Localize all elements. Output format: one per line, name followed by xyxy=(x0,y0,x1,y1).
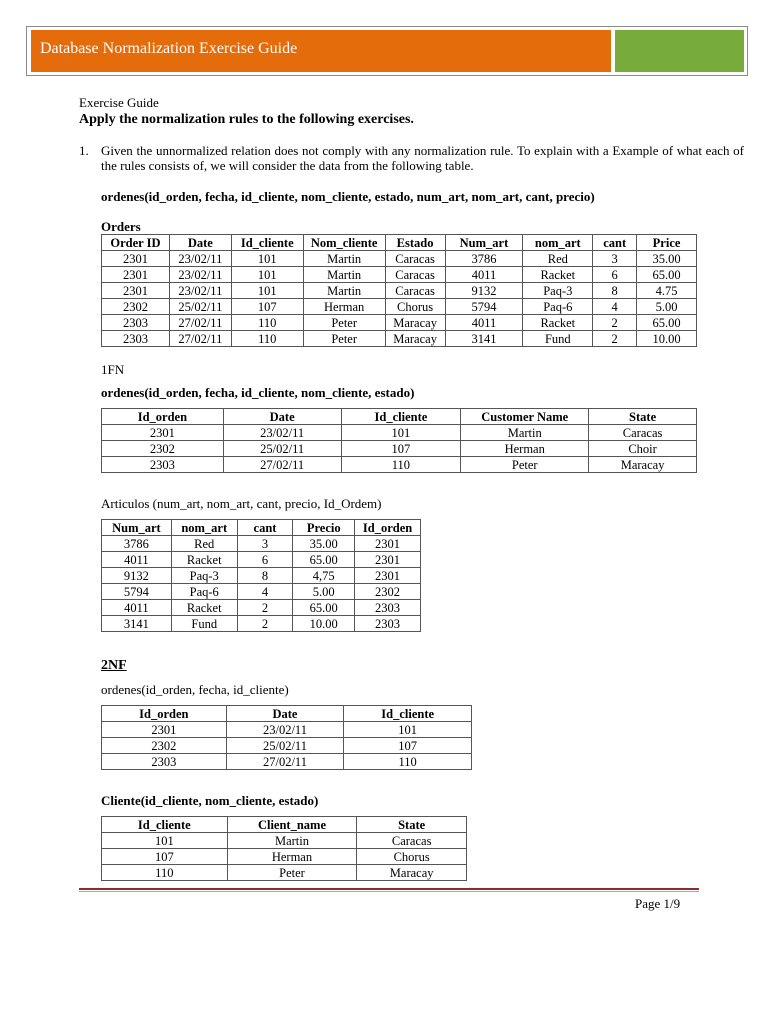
table-cell: 107 xyxy=(231,299,303,315)
table-cell: 9132 xyxy=(445,283,523,299)
cliente-table xyxy=(101,816,467,881)
table-row xyxy=(102,536,421,552)
table-row xyxy=(102,722,472,738)
column-header: Estado xyxy=(385,235,445,251)
table-cell: Red xyxy=(523,251,593,267)
table-cell: Peter xyxy=(303,331,385,347)
table-cell: 2303 xyxy=(102,315,170,331)
table-cell: 8 xyxy=(237,568,293,584)
table-cell: 23/02/11 xyxy=(169,267,231,283)
column-header: cant xyxy=(237,520,293,536)
table-cell: 110 xyxy=(341,457,461,473)
table-cell: 65.00 xyxy=(637,315,697,331)
table-cell: Chorus xyxy=(357,849,467,865)
table-cell: 2303 xyxy=(355,616,421,632)
table-cell: 5.00 xyxy=(293,584,355,600)
table-cell: 9132 xyxy=(102,568,172,584)
page-number: Page 1/9 xyxy=(635,896,681,911)
schema-unnormalized: ordenes(id_orden, fecha, id_cliente, nom_cliente, estado, num_art, nom_art, cant, precio) xyxy=(101,189,595,204)
table-cell: 2302 xyxy=(102,441,224,457)
table-row xyxy=(102,457,697,473)
header-bar xyxy=(31,30,611,72)
table-cell: Caracas xyxy=(589,425,697,441)
table-cell: 2301 xyxy=(102,267,170,283)
document-title: Database Normalization Exercise Guide xyxy=(40,40,298,57)
table-cell: Red xyxy=(171,536,237,552)
table-cell: Racket xyxy=(523,267,593,283)
table-row xyxy=(102,552,421,568)
table-cell: 2303 xyxy=(102,457,224,473)
table-row xyxy=(102,425,697,441)
table-cell: 110 xyxy=(102,865,228,881)
table-cell: 23/02/11 xyxy=(226,722,344,738)
table-cell: Caracas xyxy=(385,251,445,267)
table-cell: 6 xyxy=(593,267,637,283)
column-header: nom_art xyxy=(171,520,237,536)
table-cell: 5.00 xyxy=(637,299,697,315)
table-cell: 2301 xyxy=(355,552,421,568)
table-cell: 23/02/11 xyxy=(223,425,341,441)
table-row xyxy=(102,568,421,584)
table-cell: 2301 xyxy=(102,283,170,299)
item-number: 1. xyxy=(79,143,89,158)
table-cell: 10.00 xyxy=(293,616,355,632)
table-cell: 5794 xyxy=(445,299,523,315)
table-cell: 2302 xyxy=(355,584,421,600)
column-header: Nom_cliente xyxy=(303,235,385,251)
table-cell: 10.00 xyxy=(637,331,697,347)
table-cell: 3141 xyxy=(102,616,172,632)
table-cell: 2303 xyxy=(102,331,170,347)
table-cell: 25/02/11 xyxy=(169,299,231,315)
table-cell: 3 xyxy=(593,251,637,267)
table-cell: 2 xyxy=(593,331,637,347)
column-header: Client_name xyxy=(227,817,357,833)
exercise-guide-label: Exercise Guide xyxy=(79,95,159,110)
table-cell: Peter xyxy=(227,865,357,881)
table-row xyxy=(102,738,472,754)
orders-table xyxy=(101,234,697,347)
table-cell: Maracay xyxy=(357,865,467,881)
table-cell: 2303 xyxy=(355,600,421,616)
table-cell: 27/02/11 xyxy=(223,457,341,473)
table-cell: Maracay xyxy=(589,457,697,473)
fn1-orders-table xyxy=(101,408,697,473)
table-cell: Martin xyxy=(303,267,385,283)
table-cell: Chorus xyxy=(385,299,445,315)
table-cell: Caracas xyxy=(357,833,467,849)
table-cell: 4 xyxy=(593,299,637,315)
table-cell: 25/02/11 xyxy=(223,441,341,457)
table-cell: 3141 xyxy=(445,331,523,347)
table-cell: Maracay xyxy=(385,331,445,347)
schema-2nf: ordenes(id_orden, fecha, id_cliente) xyxy=(101,682,289,697)
table-cell: 65.00 xyxy=(293,600,355,616)
table-cell: Martin xyxy=(303,251,385,267)
table-cell: 23/02/11 xyxy=(169,283,231,299)
column-header: Id_cliente xyxy=(231,235,303,251)
table-cell: Paq-6 xyxy=(523,299,593,315)
column-header: Num_art xyxy=(445,235,523,251)
fn1-label: 1FN xyxy=(101,362,125,377)
table-cell: 4 xyxy=(237,584,293,600)
articulos-table xyxy=(101,519,421,632)
table-cell: 107 xyxy=(102,849,228,865)
table-cell: 35.00 xyxy=(637,251,697,267)
table-cell: 101 xyxy=(341,425,461,441)
table-cell: 27/02/11 xyxy=(169,315,231,331)
table-cell: 35.00 xyxy=(293,536,355,552)
orders-title: Orders xyxy=(101,219,141,234)
table-cell: Martin xyxy=(303,283,385,299)
table-row xyxy=(102,299,697,315)
table-cell: 65.00 xyxy=(293,552,355,568)
table-cell: Paq-3 xyxy=(171,568,237,584)
column-header: cant xyxy=(593,235,637,251)
table-header-row xyxy=(102,520,421,536)
column-header: Customer Name xyxy=(461,409,589,425)
table-cell: 2302 xyxy=(102,299,170,315)
table-cell: Paq-3 xyxy=(523,283,593,299)
column-header: State xyxy=(357,817,467,833)
column-header: Date xyxy=(223,409,341,425)
column-header: Id_orden xyxy=(102,409,224,425)
table-header-row xyxy=(102,235,697,251)
column-header: nom_art xyxy=(523,235,593,251)
column-header: Order ID xyxy=(102,235,170,251)
column-header: Id_orden xyxy=(355,520,421,536)
table-cell: 2301 xyxy=(102,425,224,441)
table-cell: 4011 xyxy=(102,552,172,568)
table-cell: Maracay xyxy=(385,315,445,331)
table-row xyxy=(102,865,467,881)
fn2-orders-table xyxy=(101,705,472,770)
table-cell: Caracas xyxy=(385,283,445,299)
table-cell: 110 xyxy=(231,331,303,347)
header-accent-block xyxy=(615,30,744,72)
column-header: Price xyxy=(637,235,697,251)
column-header: Num_art xyxy=(102,520,172,536)
table-row xyxy=(102,331,697,347)
table-cell: 6 xyxy=(237,552,293,568)
table-cell: 3 xyxy=(237,536,293,552)
table-cell: 107 xyxy=(344,738,472,754)
table-row xyxy=(102,315,697,331)
column-header: Id_cliente xyxy=(102,817,228,833)
table-cell: Peter xyxy=(303,315,385,331)
table-cell: 107 xyxy=(341,441,461,457)
table-header-row xyxy=(102,409,697,425)
column-header: Id_cliente xyxy=(344,706,472,722)
table-row xyxy=(102,754,472,770)
table-header-row xyxy=(102,706,472,722)
table-row xyxy=(102,283,697,299)
table-cell: 3786 xyxy=(102,536,172,552)
table-cell: Racket xyxy=(171,552,237,568)
table-cell: 2302 xyxy=(102,738,227,754)
table-cell: Fund xyxy=(171,616,237,632)
table-cell: 27/02/11 xyxy=(226,754,344,770)
table-cell: 27/02/11 xyxy=(169,331,231,347)
table-cell: 101 xyxy=(231,283,303,299)
table-cell: 110 xyxy=(344,754,472,770)
table-cell: Racket xyxy=(523,315,593,331)
table-cell: 2301 xyxy=(102,722,227,738)
column-header: Id_orden xyxy=(102,706,227,722)
column-header: Date xyxy=(226,706,344,722)
schema-articulos: Articulos (num_art, nom_art, cant, precio, Id_Ordem) xyxy=(101,496,382,511)
table-cell: Martin xyxy=(461,425,589,441)
table-cell: 4011 xyxy=(445,267,523,283)
table-cell: 2301 xyxy=(355,536,421,552)
column-header: State xyxy=(589,409,697,425)
table-cell: 4011 xyxy=(445,315,523,331)
table-cell: 110 xyxy=(231,315,303,331)
table-cell: 2 xyxy=(237,600,293,616)
table-row xyxy=(102,267,697,283)
table-row xyxy=(102,616,421,632)
table-cell: 4.75 xyxy=(637,283,697,299)
table-cell: 4011 xyxy=(102,600,172,616)
table-row xyxy=(102,584,421,600)
table-cell: 2303 xyxy=(102,754,227,770)
table-cell: Racket xyxy=(171,600,237,616)
table-cell: Martin xyxy=(227,833,357,849)
table-cell: 4,75 xyxy=(293,568,355,584)
table-cell: Herman xyxy=(303,299,385,315)
table-cell: 23/02/11 xyxy=(169,251,231,267)
table-row xyxy=(102,833,467,849)
table-cell: 2 xyxy=(593,315,637,331)
table-cell: Herman xyxy=(461,441,589,457)
table-cell: 25/02/11 xyxy=(226,738,344,754)
table-row xyxy=(102,251,697,267)
footer-rule-thin xyxy=(79,891,699,892)
table-cell: 5794 xyxy=(102,584,172,600)
table-cell: Herman xyxy=(227,849,357,865)
table-cell: Paq-6 xyxy=(171,584,237,600)
column-header: Date xyxy=(169,235,231,251)
table-cell: Caracas xyxy=(385,267,445,283)
fn2-label: 2NF xyxy=(101,658,127,673)
column-header: Precio xyxy=(293,520,355,536)
schema-1fn: ordenes(id_orden, fecha, id_cliente, nom_cliente, estado) xyxy=(101,385,415,400)
intro-heading: Apply the normalization rules to the following exercises. xyxy=(79,112,414,127)
table-row xyxy=(102,849,467,865)
table-cell: 101 xyxy=(344,722,472,738)
table-cell: 101 xyxy=(231,267,303,283)
table-cell: Choir xyxy=(589,441,697,457)
table-cell: 2301 xyxy=(102,251,170,267)
table-cell: 2301 xyxy=(355,568,421,584)
table-cell: 3786 xyxy=(445,251,523,267)
schema-cliente: Cliente(id_cliente, nom_cliente, estado) xyxy=(101,793,319,808)
table-cell: 2 xyxy=(237,616,293,632)
footer-rule xyxy=(79,888,699,890)
table-cell: Peter xyxy=(461,457,589,473)
table-row xyxy=(102,600,421,616)
item-paragraph: Given the unnormalized relation does not comply with any normalization rule. To explain with a Example of what each of the rules consists of, we will consider the data from the following table. xyxy=(101,143,744,173)
table-cell: 101 xyxy=(231,251,303,267)
table-cell: Fund xyxy=(523,331,593,347)
table-cell: 65.00 xyxy=(637,267,697,283)
column-header: Id_cliente xyxy=(341,409,461,425)
table-cell: 8 xyxy=(593,283,637,299)
table-header-row xyxy=(102,817,467,833)
table-row xyxy=(102,441,697,457)
table-cell: 101 xyxy=(102,833,228,849)
